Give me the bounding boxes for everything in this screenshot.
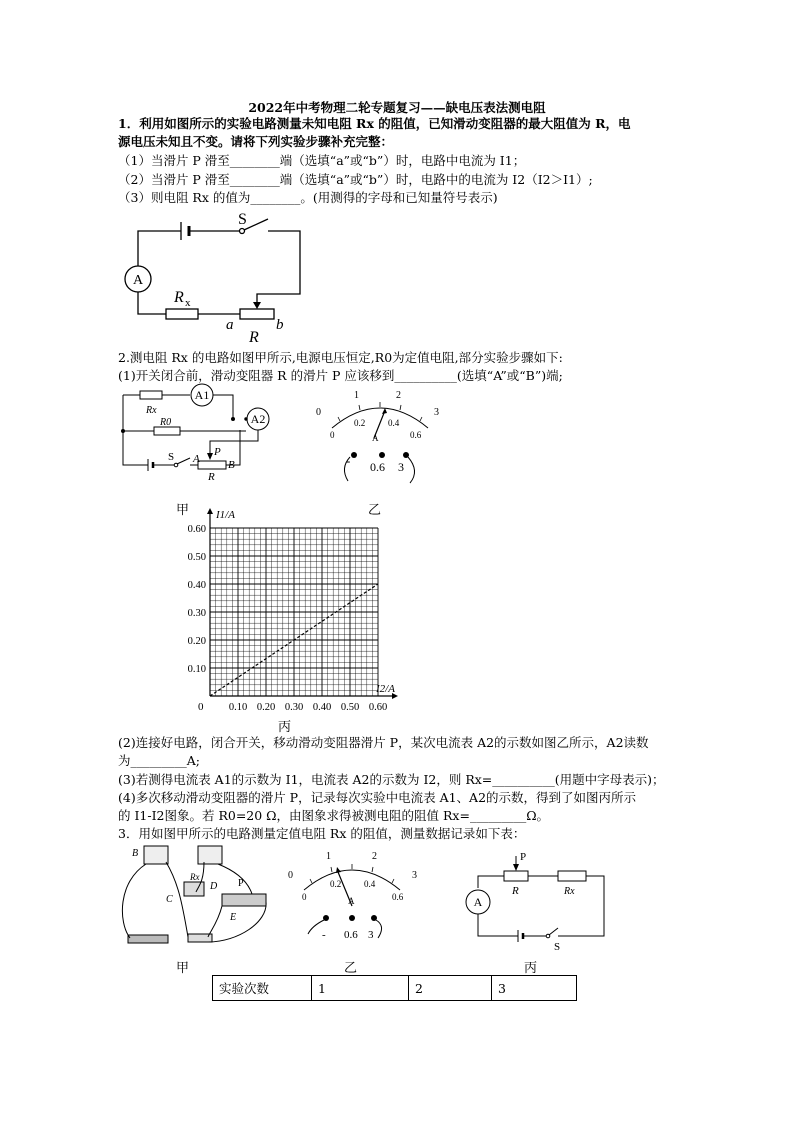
q3-dial-bottom-3: 0.6 bbox=[392, 892, 404, 902]
page-title: 2022年中考物理二轮专题复习——缺电压表法测电阻 bbox=[248, 100, 546, 115]
q2-dial-left: 0 bbox=[316, 407, 321, 418]
q1-step3: （3）则电阻 Rx 的值为________。(用测得的字母和已知量符号表示) bbox=[118, 190, 498, 205]
q3-terminal-3: 3 bbox=[368, 929, 374, 941]
q3-dial-bottom-2: 0.4 bbox=[364, 879, 376, 889]
q3-dial-unit: A bbox=[348, 896, 355, 906]
q3-circuit-bing bbox=[462, 846, 612, 956]
q2-caption-bing: 丙 bbox=[278, 720, 292, 735]
q2-terminal-minus: - bbox=[346, 453, 351, 468]
q3-bing-P: P bbox=[520, 851, 527, 863]
x-tick-label: 0.60 bbox=[368, 702, 388, 713]
q1-step1: （1）当滑片 P 滑至________端（选填“a”或“b”）时，电路中电流为 I1； bbox=[118, 153, 526, 168]
q2-r0-label: R0 bbox=[160, 417, 172, 428]
q3-bing-R: R bbox=[512, 885, 519, 897]
q2-ammeter-dial bbox=[310, 383, 450, 488]
q3-bing-Rx: Rx bbox=[564, 886, 575, 897]
q3-dial-top-2: 2 bbox=[372, 851, 377, 862]
x-tick-label: 0.50 bbox=[340, 702, 360, 713]
q2-a2-label: A2 bbox=[250, 412, 266, 426]
q2-dial-top-1: 1 bbox=[354, 390, 359, 401]
q3-dial-top-1: 1 bbox=[326, 851, 331, 862]
y-tick-label: 0.50 bbox=[187, 552, 206, 563]
q3-data-table bbox=[212, 975, 577, 1001]
q3-terminal-minus: - bbox=[322, 929, 326, 941]
y-tick-label: 0.40 bbox=[187, 580, 206, 591]
q1-rx-sub: x bbox=[185, 297, 191, 309]
x-tick-label: 0.10 bbox=[228, 702, 248, 713]
q3-caption-jia: 甲 bbox=[176, 961, 190, 976]
x-tick-label: 0.40 bbox=[312, 702, 332, 713]
q2-a1-label: A1 bbox=[194, 388, 210, 402]
i1-i2-chart bbox=[168, 509, 418, 718]
x-tick-label: 0.30 bbox=[284, 702, 304, 713]
chart-x-axis-label: I2/A bbox=[376, 683, 395, 695]
q1-ammeter-label: A bbox=[132, 273, 144, 288]
q3-dial-right: 3 bbox=[412, 870, 417, 881]
q2-circuit-jia bbox=[118, 383, 278, 483]
q2-step2-line1: (2)连接好电路，闭合开关，移动滑动变阻器滑片 P，某次电流表 A2的示数如图乙所示，A2读数 bbox=[118, 735, 649, 750]
q3-label-Rx: Rx bbox=[190, 872, 200, 882]
y-tick-label: 0.10 bbox=[187, 664, 206, 675]
q3-intro: 3．用如图甲所示的电路测量定值电阻 Rx 的阻值，测量数据记录如下表： bbox=[118, 826, 526, 841]
q2-A-end-label: A bbox=[193, 453, 200, 465]
q2-step2-line2: 为_________A; bbox=[118, 753, 200, 768]
q1-step2: （2）当滑片 P 滑至________端（选填“a”或“b”）时，电路中的电流为 I2（I2＞I1）; bbox=[118, 172, 593, 187]
q2-step3: (3)若测得电流表 A1的示数为 I1，电流表 A2的示数为 I2，则 Rx=__________(用题中字母表示)； bbox=[118, 772, 665, 787]
chart-axes bbox=[207, 508, 398, 699]
q2-s-label: S bbox=[168, 451, 175, 463]
y-axis-arrow bbox=[207, 508, 213, 514]
q3-ammeter-dial bbox=[282, 842, 422, 952]
q3-terminal-06: 0.6 bbox=[344, 929, 358, 941]
q3-bing-S: S bbox=[554, 941, 561, 953]
q2-R-label: R bbox=[208, 471, 215, 483]
q2-terminal-3: 3 bbox=[398, 460, 404, 474]
q3-label-P: P bbox=[238, 878, 244, 889]
table-cell: 2 bbox=[409, 976, 492, 1001]
q2-dial-bottom-3: 0.6 bbox=[410, 430, 422, 440]
table-cell: 1 bbox=[312, 976, 409, 1001]
q2-caption-jia: 甲 bbox=[176, 503, 190, 518]
table-row bbox=[213, 976, 577, 1001]
q2-terminal-06: 0.6 bbox=[370, 460, 385, 474]
q3-dial-bottom-0: 0 bbox=[302, 892, 307, 902]
q2-step4-line1: (4)多次移动滑动变阻器的滑片 P，记录每次实验中电流表 A1、A2的示数，得到了如图丙所示 bbox=[118, 790, 637, 805]
chart-y-axis-label: I1/A bbox=[216, 509, 235, 521]
q2-caption-yi: 乙 bbox=[368, 503, 382, 518]
q2-step1: (1)开关闭合前，滑动变阻器 R 的滑片 P 应该移到__________(选填“A”或“B”)端; bbox=[118, 368, 563, 383]
q3-label-B: B bbox=[132, 848, 139, 859]
table-cell: 3 bbox=[492, 976, 577, 1001]
q2-intro: 2.测电阻 Rx 的电路如图甲所示,电源电压恒定,R0为定值电阻,部分实验步骤如下: bbox=[118, 350, 563, 365]
y-tick-label: 0.30 bbox=[187, 608, 206, 619]
q2-dial-bottom-1: 0.2 bbox=[354, 418, 366, 428]
q1-b-label: b bbox=[276, 317, 284, 333]
q3-label-D: D bbox=[210, 881, 218, 892]
q1-intro-line2: 源电压未知且不变。请将下列实验步骤补充完整： bbox=[118, 134, 394, 149]
x-tick-label: 0.20 bbox=[256, 702, 276, 713]
q1-switch-label: S bbox=[238, 211, 247, 228]
q2-B-end-label: B bbox=[228, 459, 235, 471]
chart-grid bbox=[210, 528, 378, 696]
y-tick-label: 0.60 bbox=[187, 524, 206, 535]
q3-dial-bottom-1: 0.2 bbox=[330, 879, 342, 889]
q3-label-C: C bbox=[166, 894, 173, 905]
q2-dial-unit: A bbox=[372, 433, 379, 443]
table-header-cell: 实验次数 bbox=[213, 976, 312, 1001]
q2-dial-right: 3 bbox=[434, 407, 439, 418]
q1-intro-line1: 1．利用如图所示的实验电路测量未知电阻 Rx 的阻值，已知滑动变阻器的最大阻值为 R，电 bbox=[118, 116, 631, 131]
q2-P-label: P bbox=[214, 446, 221, 458]
q2-dial-bottom-2: 0.4 bbox=[388, 418, 400, 428]
q1-r-label: R bbox=[249, 329, 259, 346]
q3-caption-bing: 丙 bbox=[524, 961, 538, 976]
q2-rx-label: Rx bbox=[146, 405, 157, 416]
q2-step4-line2: 的 I1-I2图象。若 R0=20 Ω，由图象求得被测电阻的阻值 Rx=_________Ω。 bbox=[118, 808, 550, 823]
q1-rx-label: R bbox=[174, 289, 184, 306]
q3-bing-A: A bbox=[473, 895, 483, 909]
q2-dial-top-2: 2 bbox=[396, 390, 401, 401]
q3-label-E: E bbox=[230, 912, 237, 923]
q3-apparatus-jia bbox=[118, 842, 278, 952]
q3-caption-yi: 乙 bbox=[344, 961, 358, 976]
y-tick-label: 0.20 bbox=[187, 636, 206, 647]
chart-origin-label: 0 bbox=[198, 701, 204, 713]
q1-a-label: a bbox=[226, 317, 234, 333]
q3-dial-left: 0 bbox=[288, 870, 293, 881]
q2-dial-bottom-0: 0 bbox=[330, 430, 335, 440]
q1-circuit-diagram bbox=[118, 206, 318, 346]
